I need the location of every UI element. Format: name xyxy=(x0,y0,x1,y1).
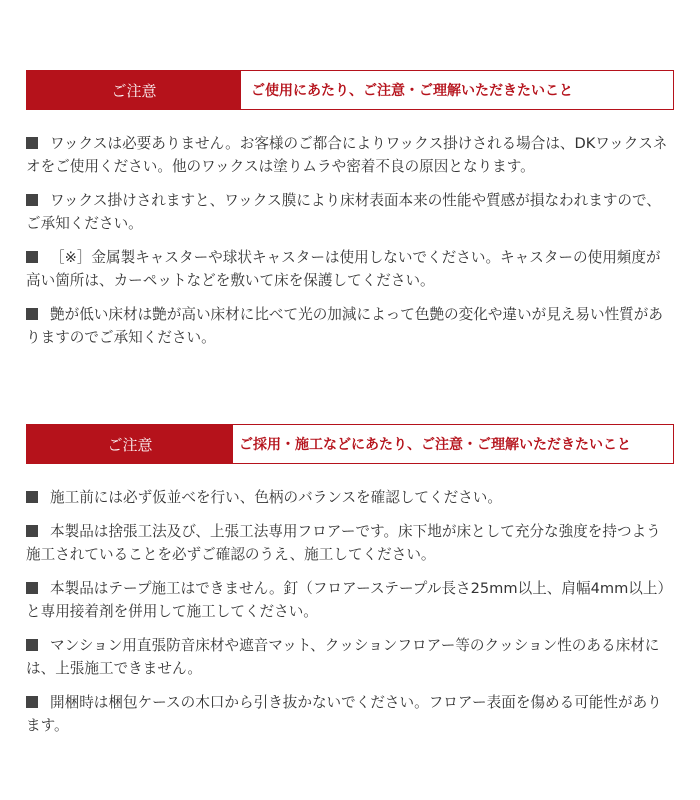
notice-tag: ご注意 xyxy=(27,71,241,109)
square-bullet-icon xyxy=(26,137,38,149)
notice-tag: ご注意 xyxy=(27,425,233,463)
square-bullet-icon xyxy=(26,696,38,708)
square-bullet-icon xyxy=(26,525,38,537)
list-item xyxy=(26,486,674,509)
list-item xyxy=(26,634,674,680)
item-text: 開梱時は梱包ケースの木口から引き抜かないでください。フロアー表面を傷める可能性があります。 xyxy=(26,694,662,734)
item-text: ［※］金属製キャスターや球状キャスターは使用しないでください。キャスターの使用頻度が高い箇所は、カーペットなどを敷いて床を保護してください。 xyxy=(26,249,661,289)
section-header xyxy=(26,70,674,110)
item-text: 本製品は捨張工法及び、上張工法専用フロアーです。床下地が床として充分な強度を持つよう施工されていることを必ずご確認のうえ、施工してください。 xyxy=(26,523,661,563)
notice-section-installation xyxy=(26,424,674,748)
list-item xyxy=(26,189,674,235)
section-header xyxy=(26,424,674,464)
list-item xyxy=(26,132,674,178)
square-bullet-icon xyxy=(26,251,38,263)
item-text: マンション用直張防音床材や遮音マット、クッションフロアー等のクッション性のある床材には、上張施工できません。 xyxy=(26,637,660,677)
item-text: ワックスは必要ありません。お客様のご都合によりワックス掛けされる場合は、DKワックスネオをご使用ください。他のワックスは塗りムラや密着不良の原因となります。 xyxy=(26,135,668,175)
square-bullet-icon xyxy=(26,308,38,320)
list-item xyxy=(26,577,674,623)
list-item xyxy=(26,246,674,292)
item-text: 本製品はテープ施工はできません。釘（フロアーステープル長さ25mm以上、肩幅4mm以上）と専用接着剤を併用して施工してください。 xyxy=(26,580,673,620)
list-item xyxy=(26,520,674,566)
list-item xyxy=(26,691,674,737)
notice-list xyxy=(26,132,674,349)
list-item xyxy=(26,303,674,349)
square-bullet-icon xyxy=(26,639,38,651)
square-bullet-icon xyxy=(26,491,38,503)
section-title: ご採用・施工などにあたり、ご注意・ご理解いただきたいこと xyxy=(239,437,631,453)
item-text: ワックス掛けされますと、ワックス膜により床材表面本来の性能や質感が損なわれますので、ご承知ください。 xyxy=(26,192,661,232)
notice-list xyxy=(26,486,674,737)
section-title: ご使用にあたり、ご注意・ご理解いただきたいこと xyxy=(251,83,573,99)
square-bullet-icon xyxy=(26,582,38,594)
notice-section-usage xyxy=(26,70,674,360)
item-text: 施工前には必ず仮並べを行い、色柄のバランスを確認してください。 xyxy=(50,489,502,506)
square-bullet-icon xyxy=(26,194,38,206)
item-text: 艶が低い床材は艶が高い床材に比べて光の加減によって色艶の変化や違いが見え易い性質がありますのでご承知ください。 xyxy=(26,306,663,346)
